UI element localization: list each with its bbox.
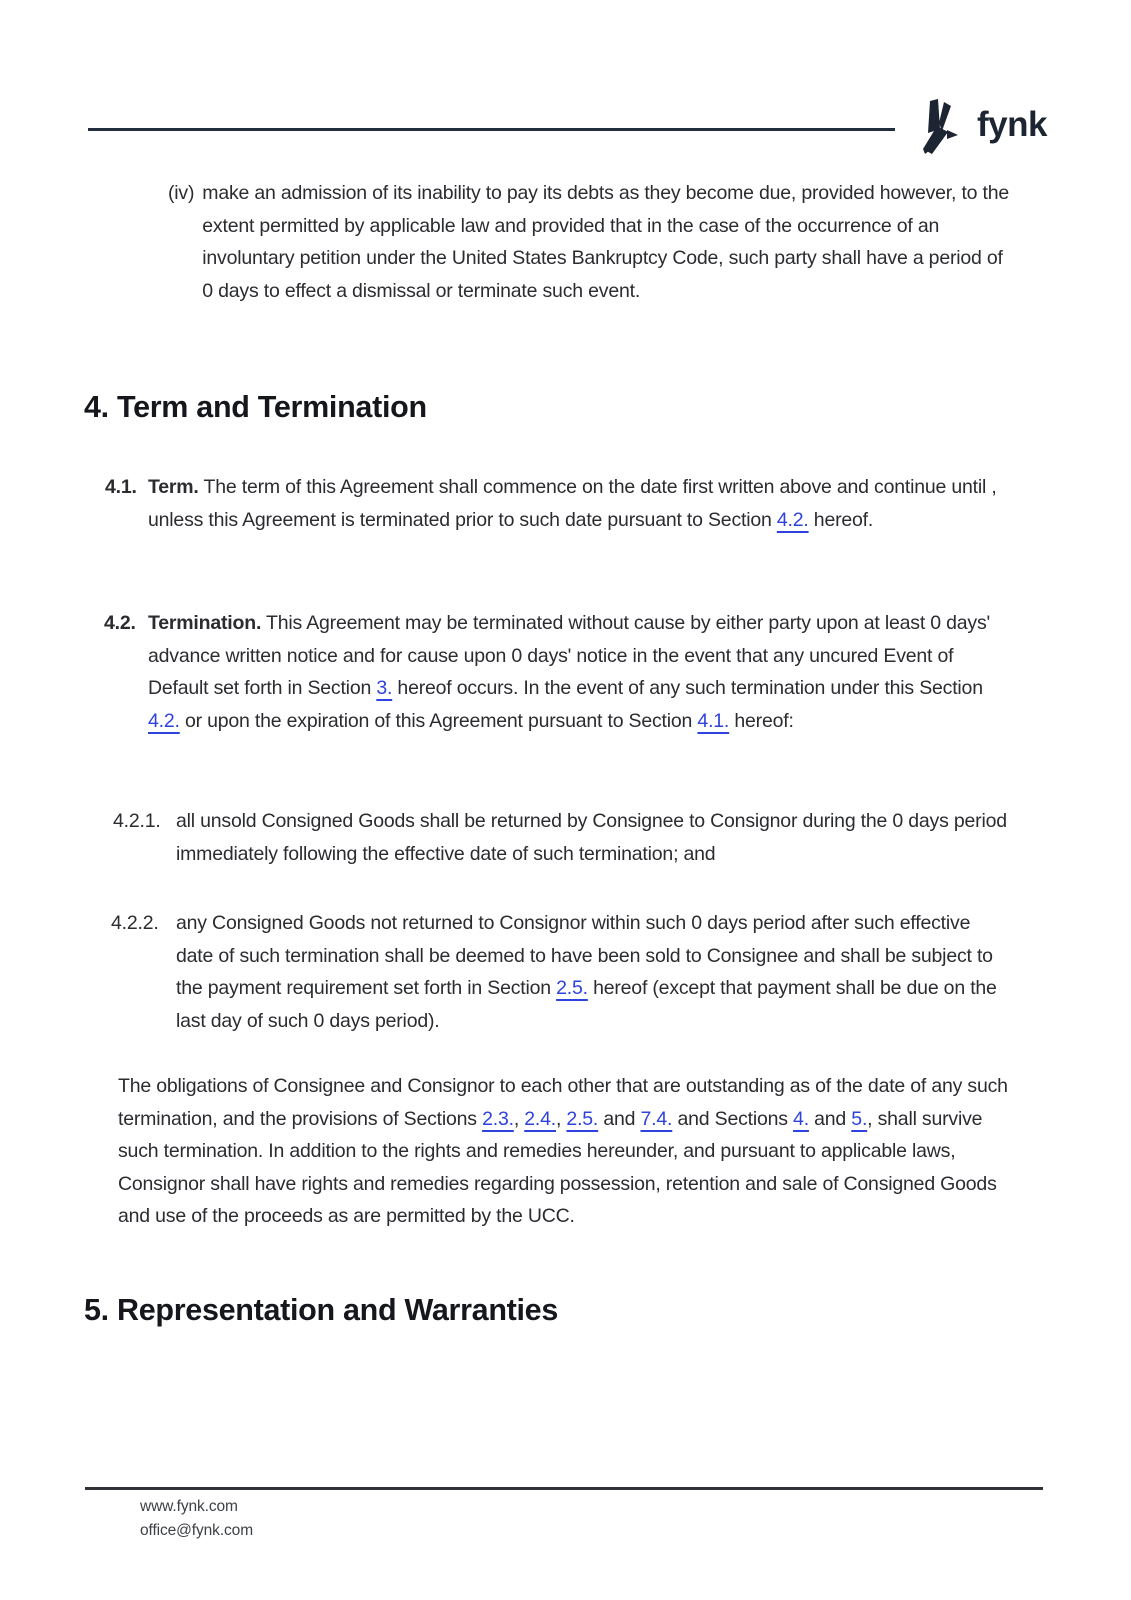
section-link[interactable]: 4. [793,1107,809,1130]
bold-run: Term. [148,476,199,498]
text-run: The obligations of Consignee and Consignor to each other that are outstanding as of the date of any such termination, and the provisions of Sections [118,1075,1008,1130]
clause-4-2-1 [113,805,1012,870]
clause-iv [168,177,1011,307]
section-link[interactable]: 4.2. [148,709,180,732]
bold-run: Termination. [148,612,262,634]
text-run: , [513,1107,525,1130]
text-run: , [555,1107,567,1130]
clause-4-1-number: 4.1. [105,476,137,498]
text-run: This Agreement may be terminated without cause by either party upon at least 0 days' advance written notice and for cause upon 0 days' notice in the event that any uncured Event of Default set forth in Section [148,612,991,699]
text-run: and [808,1107,852,1130]
clause-iv-text [202,177,1011,307]
text-run: , shall survive such termination. In addition to the rights and remedies hereunder, and pursuant to applicable laws, Consignor shall have rights and remedies regarding possession, retention and sale of Consigned Goods and use of the proceeds as are permitted by the UCC. [118,1107,997,1227]
clause-4-2-2 [111,907,1012,1037]
text-run: The term of this Agreement shall commence on the date first written above and continue until , unless this Agreement is terminated prior to such date pursuant to Section [148,476,997,531]
clause-4-2-2-number: 4.2.2. [111,912,159,934]
clause-iv-number: (iv) [168,182,195,204]
footer-contact [140,1495,253,1543]
footer-website: www.fynk.com [140,1498,238,1515]
clause-4-1 [105,471,1014,536]
text-run: and [598,1107,641,1130]
footer-rule [85,1487,1043,1490]
section-link[interactable]: 2.3. [482,1107,514,1130]
text-run: all unsold Consigned Goods shall be returned by Consignee to Consignor during the 0 days period immediately following the effective date of such termination; and [176,810,1007,865]
section-4-heading: 4. Term and Termination [84,390,427,424]
text-run: hereof (except that payment shall be due on the last day of such 0 days period). [176,977,997,1032]
fynk-logo-text: fynk [977,104,1047,144]
clause-4-2-1-number: 4.2.1. [113,810,161,832]
clause-4-2-2-text [176,907,1012,1037]
section-link[interactable]: 2.4. [524,1107,556,1130]
section-link[interactable]: 4.1. [697,709,730,732]
section-link[interactable]: 5. [851,1107,868,1130]
section-link[interactable]: 7.4. [640,1107,673,1130]
footer-email: office@fynk.com [140,1522,254,1539]
clause-4-2-number: 4.2. [104,612,136,634]
text-run: make an admission of its inability to pay its debts as they become due, provided however, to the extent permitted by applicable law and provided that in the case of the occurrence of an involuntary petition under the United States Bankruptcy Code, such party shall have a period of 0 days to effect a dismissal or terminate such event. [202,182,1010,302]
text-run: hereof occurs. In the event of any such termination under this Section [392,677,983,699]
section-5-heading: 5. Representation and Warranties [84,1293,559,1327]
clause-4-2-1-text [176,805,1012,870]
header-rule [88,128,895,131]
clause-4-2 [104,607,1014,737]
survival-paragraph [118,1070,1014,1233]
section-link[interactable]: 3. [376,677,393,699]
section-link[interactable]: 4.2. [776,508,809,531]
fynk-bird-icon [917,99,965,155]
text-run: hereof. [808,508,874,531]
text-run: or upon the expiration of this Agreement pursuant to Section [179,709,698,732]
fynk-logo [917,99,1047,155]
section-link[interactable]: 2.5. [556,977,588,999]
clause-4-1-text [148,471,1014,536]
clause-4-2-text [148,607,1014,737]
text-run: any Consigned Goods not returned to Consignor within such 0 days period after such effective date of such termination shall be deemed to have been sold to Consignee and shall be subject to the payment requirement set forth in Section [176,912,993,999]
text-run: hereof: [729,709,794,732]
section-link[interactable]: 2.5. [566,1107,599,1130]
text-run: and Sections [672,1107,794,1130]
